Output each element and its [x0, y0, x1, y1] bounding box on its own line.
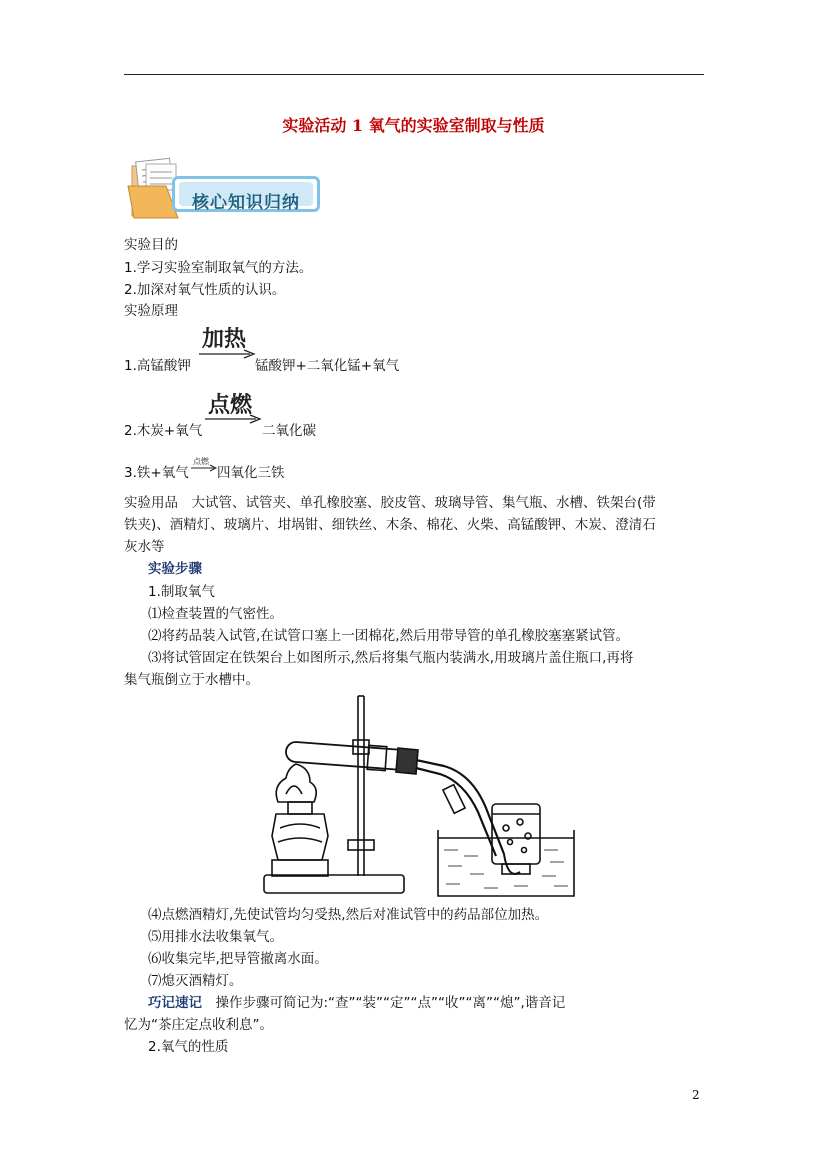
mnemonic-line-2: 忆为“茶庄定点收利息”。: [124, 1017, 273, 1033]
steps-heading: 实验步骤: [148, 561, 202, 577]
purpose-heading: 实验目的: [124, 237, 178, 253]
reaction-3-arrow-icon: [190, 464, 218, 472]
reaction-1-condition: 加热: [202, 327, 247, 352]
step-6: ⑹收集完毕,把导管撤离水面。: [148, 951, 328, 967]
step-3-line-2: 集气瓶倒立于水槽中。: [124, 672, 259, 688]
step-4: ⑷点燃酒精灯,先使试管均匀受热,然后对准试管中的药品部位加热。: [148, 907, 549, 923]
mnemonic-text-1: 操作步骤可简记为:“查”“装”“定”“点”“收”“离”“熄”,谐音记: [202, 995, 566, 1011]
step-3-line-1: ⑶将试管固定在铁架台上如图所示,然后将集气瓶内装满水,用玻璃片盖住瓶口,再将: [148, 650, 634, 666]
principle-heading: 实验原理: [124, 303, 178, 319]
reaction-3-product: 四氧化三铁: [217, 465, 285, 481]
banner-box: [172, 176, 320, 212]
header-rule: [124, 74, 704, 75]
steps-sub-1: 1.制取氧气: [148, 584, 215, 600]
page-number: 2: [692, 1088, 700, 1102]
step-1: ⑴检查装置的气密性。: [148, 606, 283, 622]
apparatus-diagram: [258, 690, 578, 898]
step-2: ⑵将药品装入试管,在试管口塞上一团棉花,然后用带导管的单孔橡胶塞塞紧试管。: [148, 628, 630, 644]
page-title: 实验活动 1 氧气的实验室制取与性质: [282, 116, 545, 135]
reaction-2-product: 二氧化碳: [262, 423, 316, 439]
reaction-1-reactant: 1.高锰酸钾: [124, 358, 191, 374]
purpose-item-1: 1.学习实验室制取氧气的方法。: [124, 260, 313, 276]
reaction-3-condition: 点燃: [193, 457, 209, 466]
materials-line-2: 铁夹)、酒精灯、玻璃片、坩埚钳、细铁丝、木条、棉花、火柴、高锰酸钾、木炭、澄清石: [124, 517, 656, 533]
purpose-item-2: 2.加深对氧气性质的认识。: [124, 282, 286, 298]
banner-label: 核心知识归纳: [192, 193, 300, 213]
next-section-heading: 2.氧气的性质: [148, 1039, 229, 1055]
step-5: ⑸用排水法收集氧气。: [148, 929, 283, 945]
mnemonic-label: 巧记速记: [148, 995, 202, 1011]
reaction-3-reactant: 3.铁+氧气: [124, 465, 189, 481]
section-banner: [126, 156, 326, 222]
reaction-1-arrow-icon: [198, 348, 256, 360]
mnemonic-line-1: [148, 991, 565, 1011]
step-7: ⑺熄灭酒精灯。: [148, 973, 243, 989]
reaction-1-product: 锰酸钾+二氧化锰+氧气: [255, 358, 400, 374]
reaction-2-condition: 点燃: [208, 393, 253, 418]
reaction-2-arrow-icon: [204, 413, 262, 425]
materials-line-1: 实验用品 大试管、试管夹、单孔橡胶塞、胶皮管、玻璃导管、集气瓶、水槽、铁架台(带: [124, 495, 656, 511]
materials-line-3: 灰水等: [124, 539, 165, 555]
reaction-2-reactant: 2.木炭+氧气: [124, 423, 203, 439]
